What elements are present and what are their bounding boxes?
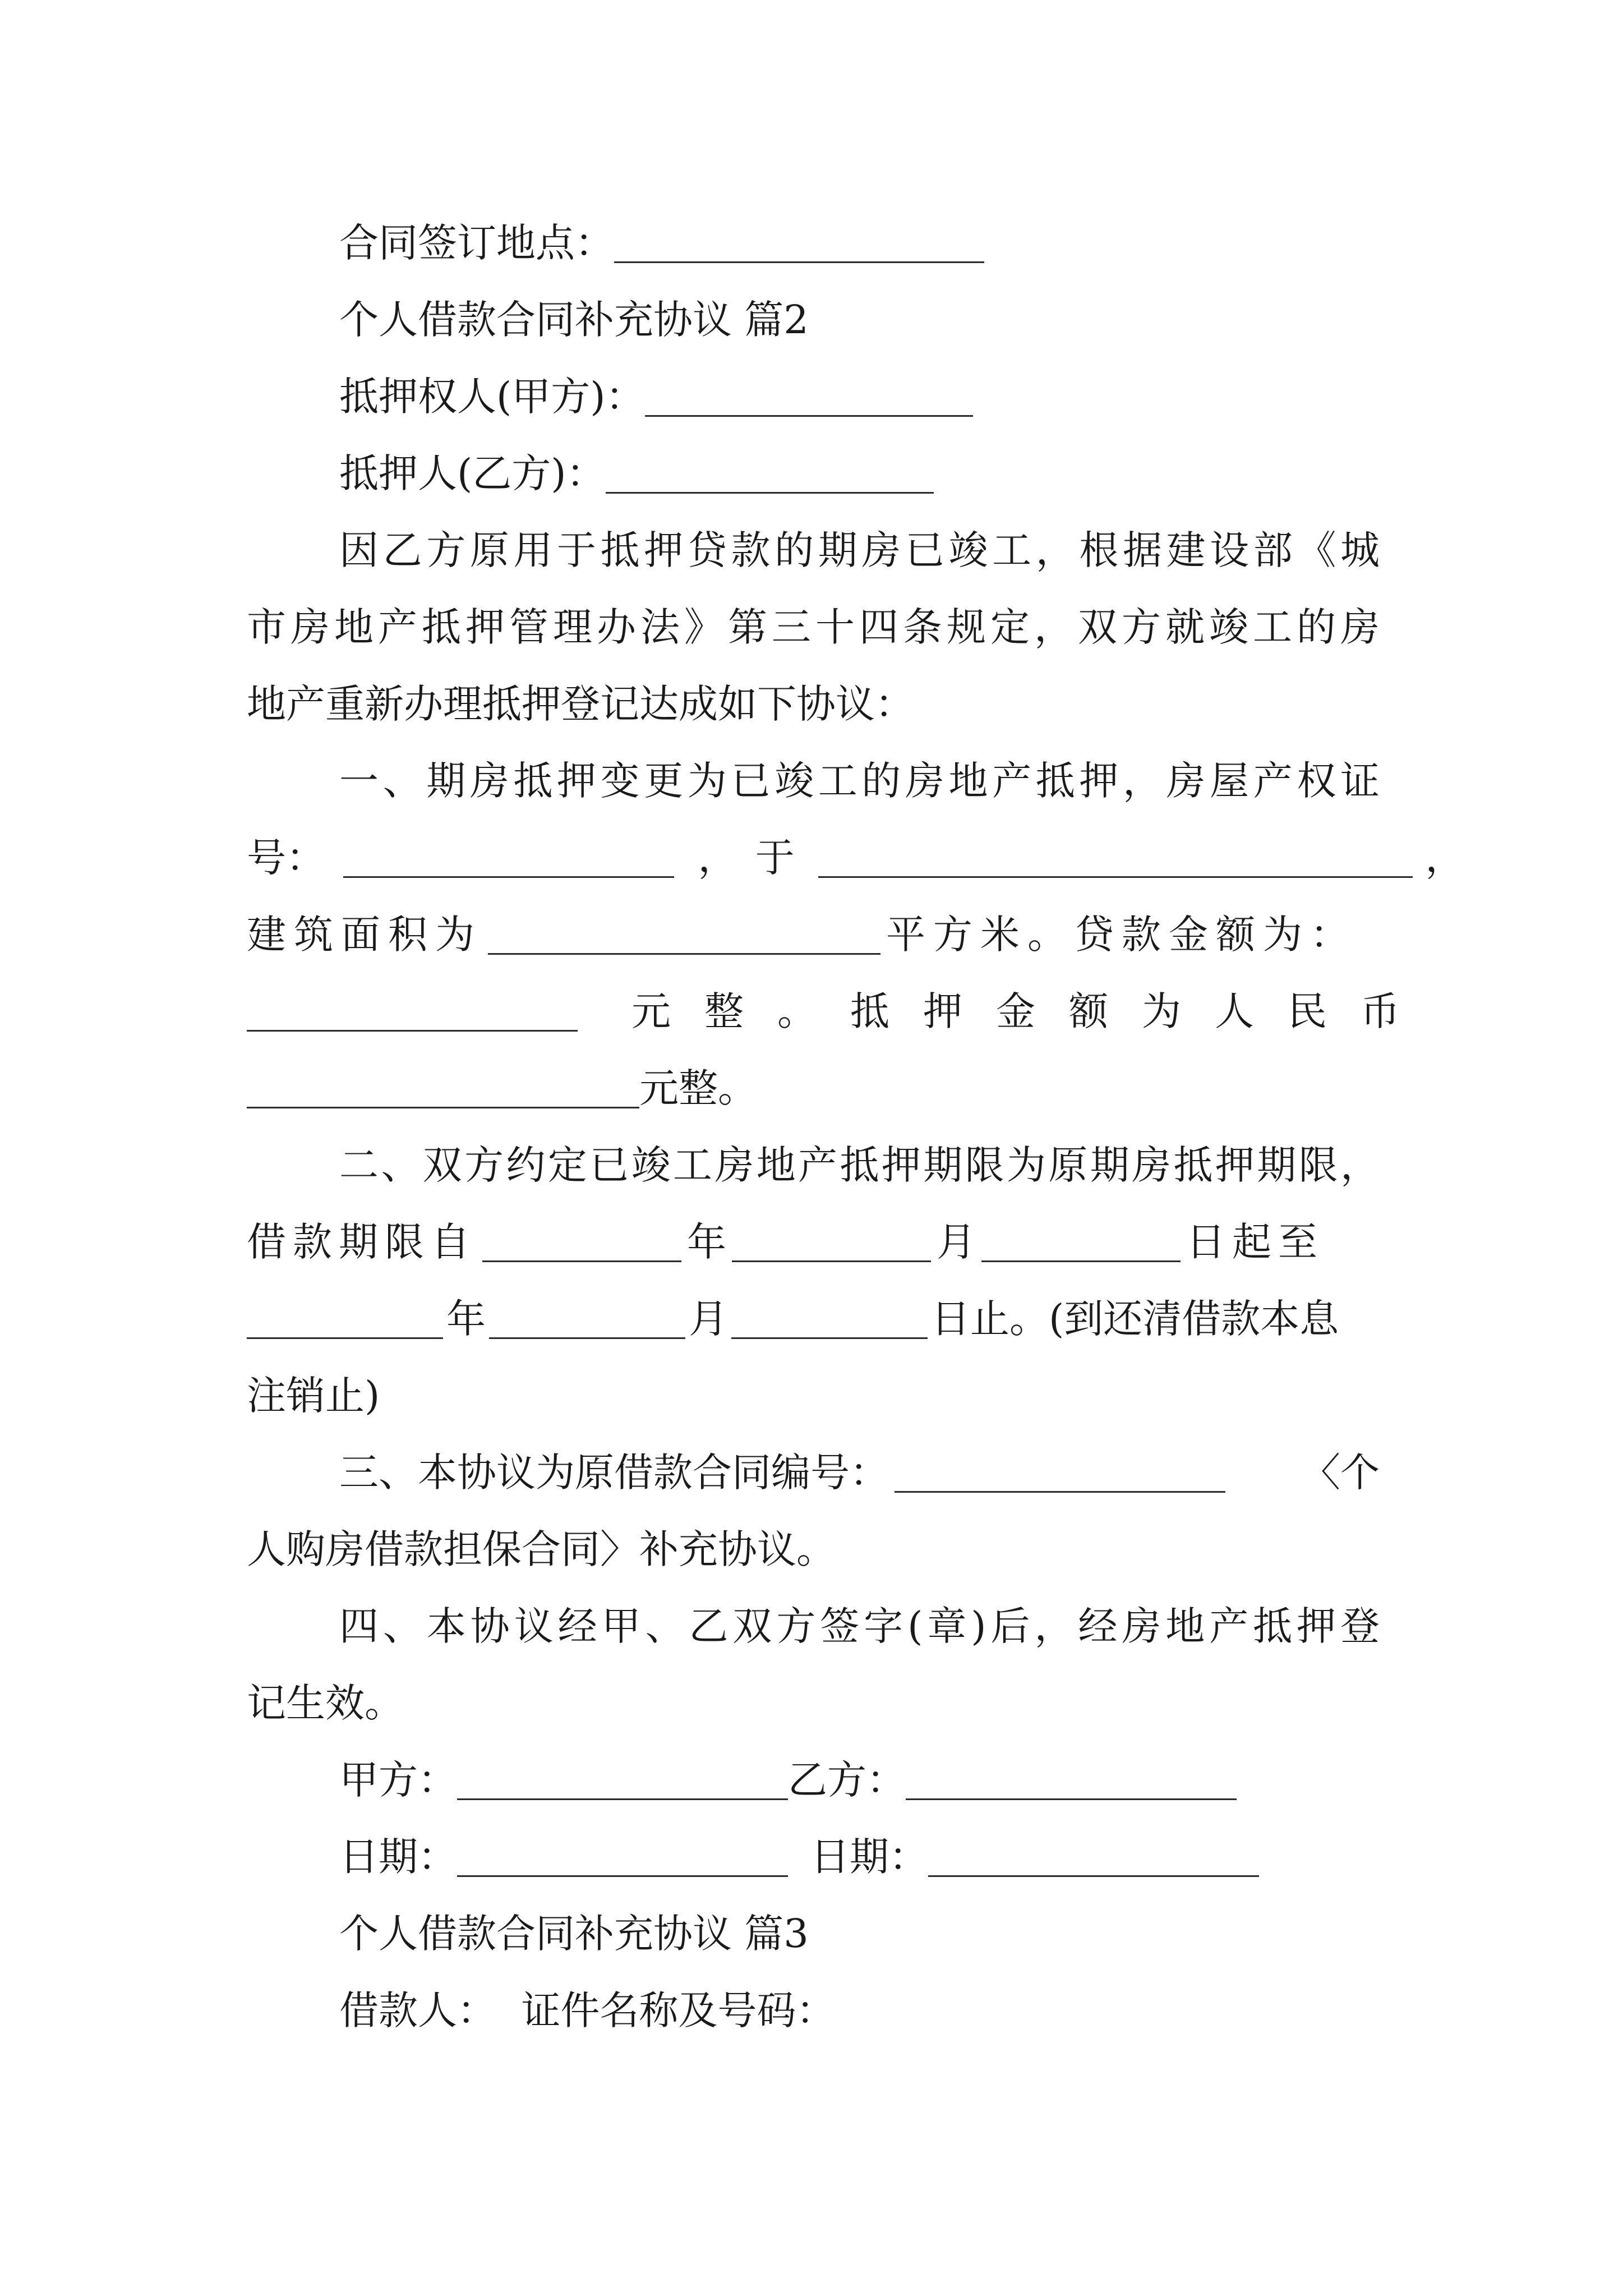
section-heading-3: 个人借款合同补充协议 篇3: [339, 1911, 809, 1957]
section-heading-2: 个人借款合同补充协议 篇2: [339, 297, 809, 343]
date-b-field[interactable]: [928, 1875, 1259, 1877]
date-line: [339, 1819, 1380, 1895]
cert-location-field[interactable]: [818, 876, 1413, 878]
contract-number-label: 三、本协议为原借款合同编号：: [339, 1450, 889, 1496]
party-a-field[interactable]: [457, 1798, 788, 1800]
date-b-label: 日期：: [810, 1834, 928, 1880]
mortgagor-label: 抵押人(乙方)：: [339, 450, 606, 496]
mortgage-amount-field[interactable]: [247, 1107, 639, 1108]
intro-line-2: 市房地产抵押管理办法》第三十四条规定，双方就竣工的房: [247, 604, 1380, 650]
area-label: 建筑面积为: [247, 912, 482, 958]
clause1-line-1: 一、期房抵押变更为已竣工的房地产抵押，房屋产权证: [339, 758, 1380, 804]
contract-bracket: 〈个: [1301, 1450, 1380, 1496]
date-a-label: 日期：: [339, 1834, 457, 1880]
signing-place-field[interactable]: [614, 261, 984, 263]
start-month-field[interactable]: [732, 1260, 931, 1262]
mortgagee-label: 抵押权人(甲方)：: [339, 374, 645, 420]
end-month-label: 月: [689, 1296, 728, 1342]
date-a-field[interactable]: [457, 1875, 788, 1877]
clause4-line-1: 四、本协议经甲、乙双方签字(章)后，经房地产抵押登: [339, 1603, 1380, 1649]
contract-number-field[interactable]: [895, 1491, 1225, 1493]
clause4-line-2: 记生效。: [247, 1680, 404, 1726]
end-day-field[interactable]: [731, 1337, 928, 1339]
start-month-label: 月: [937, 1219, 976, 1265]
clause2-line-3: [247, 1281, 1380, 1357]
cert-label: 号：: [247, 835, 325, 881]
cert-comma-end: ，: [1425, 835, 1465, 881]
borrower-line: 借款人： 证件名称及号码：: [339, 1987, 836, 2033]
party-a-label: 甲方：: [339, 1757, 457, 1803]
party-b-label: 乙方：: [788, 1757, 906, 1803]
area-unit: 平方米。贷款金额为：: [886, 912, 1357, 958]
term-label: 借款期限自: [247, 1219, 477, 1265]
intro-line-3: 地产重新办理抵押登记达成如下协议：: [247, 681, 914, 727]
start-day-label: 日起至: [1186, 1219, 1324, 1265]
mortgagor-line: [339, 435, 1380, 512]
loan-amount-field[interactable]: [247, 1030, 578, 1032]
clause2-line-4: 注销止): [247, 1373, 380, 1419]
area-field[interactable]: [488, 953, 880, 955]
clause1-line-2: [247, 820, 1465, 896]
signing-place-line: [339, 205, 1380, 281]
clause2-line-2: [247, 1204, 1380, 1280]
party-b-field[interactable]: [906, 1798, 1237, 1800]
end-year-field[interactable]: [247, 1337, 443, 1339]
clause3-line-2: 人购房借款担保合同〉补充协议。: [247, 1526, 836, 1572]
clause1-line-4: [247, 973, 1433, 1050]
yuan-label: 元整。: [639, 1065, 757, 1111]
clause2-line-1: 二、双方约定已竣工房地产抵押期限为原期房抵押期限，: [339, 1142, 1380, 1188]
clause1-line-3: [247, 896, 1380, 973]
start-year-label: 年: [687, 1219, 726, 1265]
mortgagor-field[interactable]: [606, 492, 934, 494]
mortgage-amount-label: 元整。抵押金额为人民币: [631, 988, 1433, 1034]
clause1-line-5: [247, 1050, 1380, 1126]
end-day-label: 日止。(到还清借款本息: [931, 1296, 1339, 1342]
mortgagee-field[interactable]: [645, 415, 973, 417]
mortgagee-line: [339, 358, 1380, 435]
clause3-line-1: [339, 1434, 1380, 1511]
cert-at-label: 于: [755, 835, 795, 881]
end-month-field[interactable]: [489, 1337, 685, 1339]
signing-place-label: 合同签订地点：: [339, 220, 614, 266]
cert-number-field[interactable]: [343, 876, 674, 878]
cert-comma: ，: [698, 835, 737, 881]
intro-line-1: 因乙方原用于抵押贷款的期房已竣工，根据建设部《城: [339, 527, 1380, 573]
signature-line: [339, 1742, 1380, 1818]
end-year-label: 年: [446, 1296, 486, 1342]
start-year-field[interactable]: [482, 1260, 681, 1262]
start-day-field[interactable]: [981, 1260, 1181, 1262]
